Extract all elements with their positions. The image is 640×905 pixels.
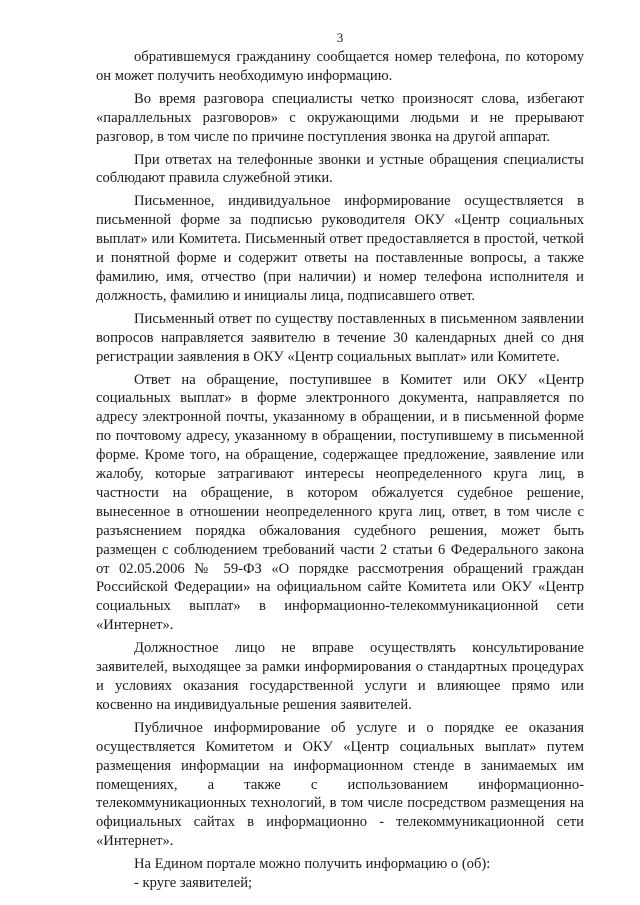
- page-number: 3: [336, 30, 344, 45]
- paragraph-8: Публичное информирование об услуге и о порядке ее оказания осуществляется Комитетом и ОКУ «Центр социальных выплат» путем размещения информации на информационном стенде в занимаемых им помещениях, а также с использованием информационно-телекоммуникационных технологий, в том числе посредством размещения на официальных сайтах в информационно - телекоммуникационной сети «Интернет».: [96, 719, 584, 850]
- document-page: [96, 0, 584, 905]
- paragraph-1: обратившемуся гражданину сообщается номер телефона, по которому он может получить необходимую информацию.: [96, 49, 584, 84]
- paragraph-4: Письменное, индивидуальное информирование осуществляется в письменной форме за подписью руководителя ОКУ «Центр социальных выплат» или Комитета. Письменный ответ предоставляется в простой, четкой и понятной форме и содержит ответы на поставленные вопросы, а также фамилию, имя, отчество (при наличии) и номер телефона исполнителя и должность, фамилию и инициалы лица, подписавшего ответ.: [96, 193, 584, 304]
- paragraph-3: При ответах на телефонные звонки и устные обращения специалисты соблюдают правила служебной этики.: [96, 151, 584, 187]
- list-item-applicants: - круге заявителей;: [134, 875, 253, 892]
- paragraph-9: На Едином портале можно получить информацию о (об):: [134, 856, 491, 873]
- paragraph-2: Во время разговора специалисты четко произносят слова, избегают «параллельных разговоров» с окружающими людьми и не прерывают разговор, в том числе по причине поступления звонка на другой аппарат.: [96, 90, 584, 145]
- document-body: [96, 48, 584, 893]
- paragraph-5: Письменный ответ по существу поставленных в письменном заявлении вопросов направляется заявителю в течение 30 календарных дней со дня регистрации заявления в ОКУ «Центр социальных выплат» или Комитете.: [96, 310, 584, 365]
- paragraph-7: Должностное лицо не вправе осуществлять консультирование заявителей, выходящее за рамки информирования о стандартных процедурах и условиях оказания государственной услуги и влияющее прямо или косвенно на индивидуальные решения заявителей.: [96, 640, 584, 713]
- paragraph-6: Ответ на обращение, поступившее в Комитет или ОКУ «Центр социальных выплат» в форме электронного документа, направляется по адресу электронной почты, указанному в обращении, и в письменной форме по почтовому адресу, указанному в обращении, поступившему в письменной форме. Кроме того, на обращение, содержащее предложение, заявление или жалобу, которые затрагивают интересы неопределенного круга лиц, в частности на обращение, в котором обжалуется судебное решение, вынесенное в отношении неопределенного круга лиц, ответ, в том числе с разъяснением порядка обжалования судебного решения, может быть размещен с соблюдением требований части 2 статьи 6 Федерального закона от 02.05.2006 № 59-ФЗ «О порядке рассмотрения обращений граждан Российской Федерации» на официальном сайте Комитета или ОКУ «Центр социальных выплат» в информационно-телекоммуникационной сети «Интернет».: [96, 371, 584, 634]
